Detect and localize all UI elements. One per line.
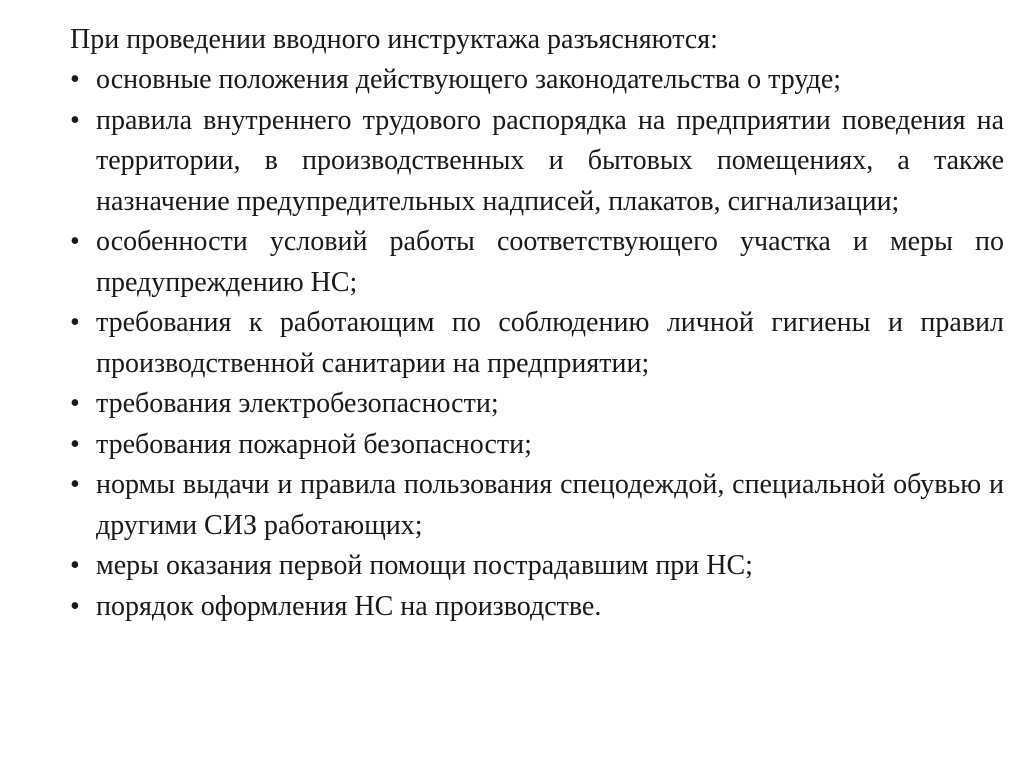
list-item [70,587,1004,628]
bullet-icon: • [70,104,80,136]
list-item [70,465,1004,546]
bullet-icon: • [70,307,80,338]
list-item [70,546,1004,587]
list-item [70,60,1004,101]
bullet-icon: • [70,428,80,460]
bullet-icon: • [70,388,80,419]
bullet-icon: • [70,550,80,581]
list-item [70,384,1004,425]
instruction-list [70,60,1004,627]
list-item-text: меры оказания первой помощи пострадавшим при НС; [96,550,753,581]
list-item-text: правила внутреннего трудового распорядка на предприятии поведения на территории, в производственных и бытовых помещениях, а также назначение предупредительных надписей, плакатов, сигнализации; [96,104,1004,217]
list-item-text: требования к работающим по соблюдению личной гигиены и правил производственной санитарии на предприятии; [96,307,1004,379]
slide-content [70,20,1004,627]
list-item-text: требования пожарной безопасности; [96,428,532,460]
list-item [70,425,1004,466]
bullet-icon: • [70,64,80,95]
list-item-text: особенности условий работы соответствующего участка и меры по предупреждению НС; [96,226,1004,298]
bullet-icon: • [70,226,80,257]
list-item-text: требования электробезопасности; [96,388,499,419]
bullet-icon: • [70,590,80,622]
intro-heading: При проведении вводного инструктажа разъясняются: [70,24,718,55]
list-item [70,303,1004,384]
bullet-icon: • [70,469,80,500]
list-item-text: нормы выдачи и правила пользования спецодеждой, специальной обувью и другими СИЗ работающих; [96,469,1004,541]
list-item [70,222,1004,303]
list-item-text: основные положения действующего законодательства о труде; [96,64,842,95]
list-item [70,101,1004,223]
list-item-text: порядок оформления НС на производстве. [96,590,602,622]
